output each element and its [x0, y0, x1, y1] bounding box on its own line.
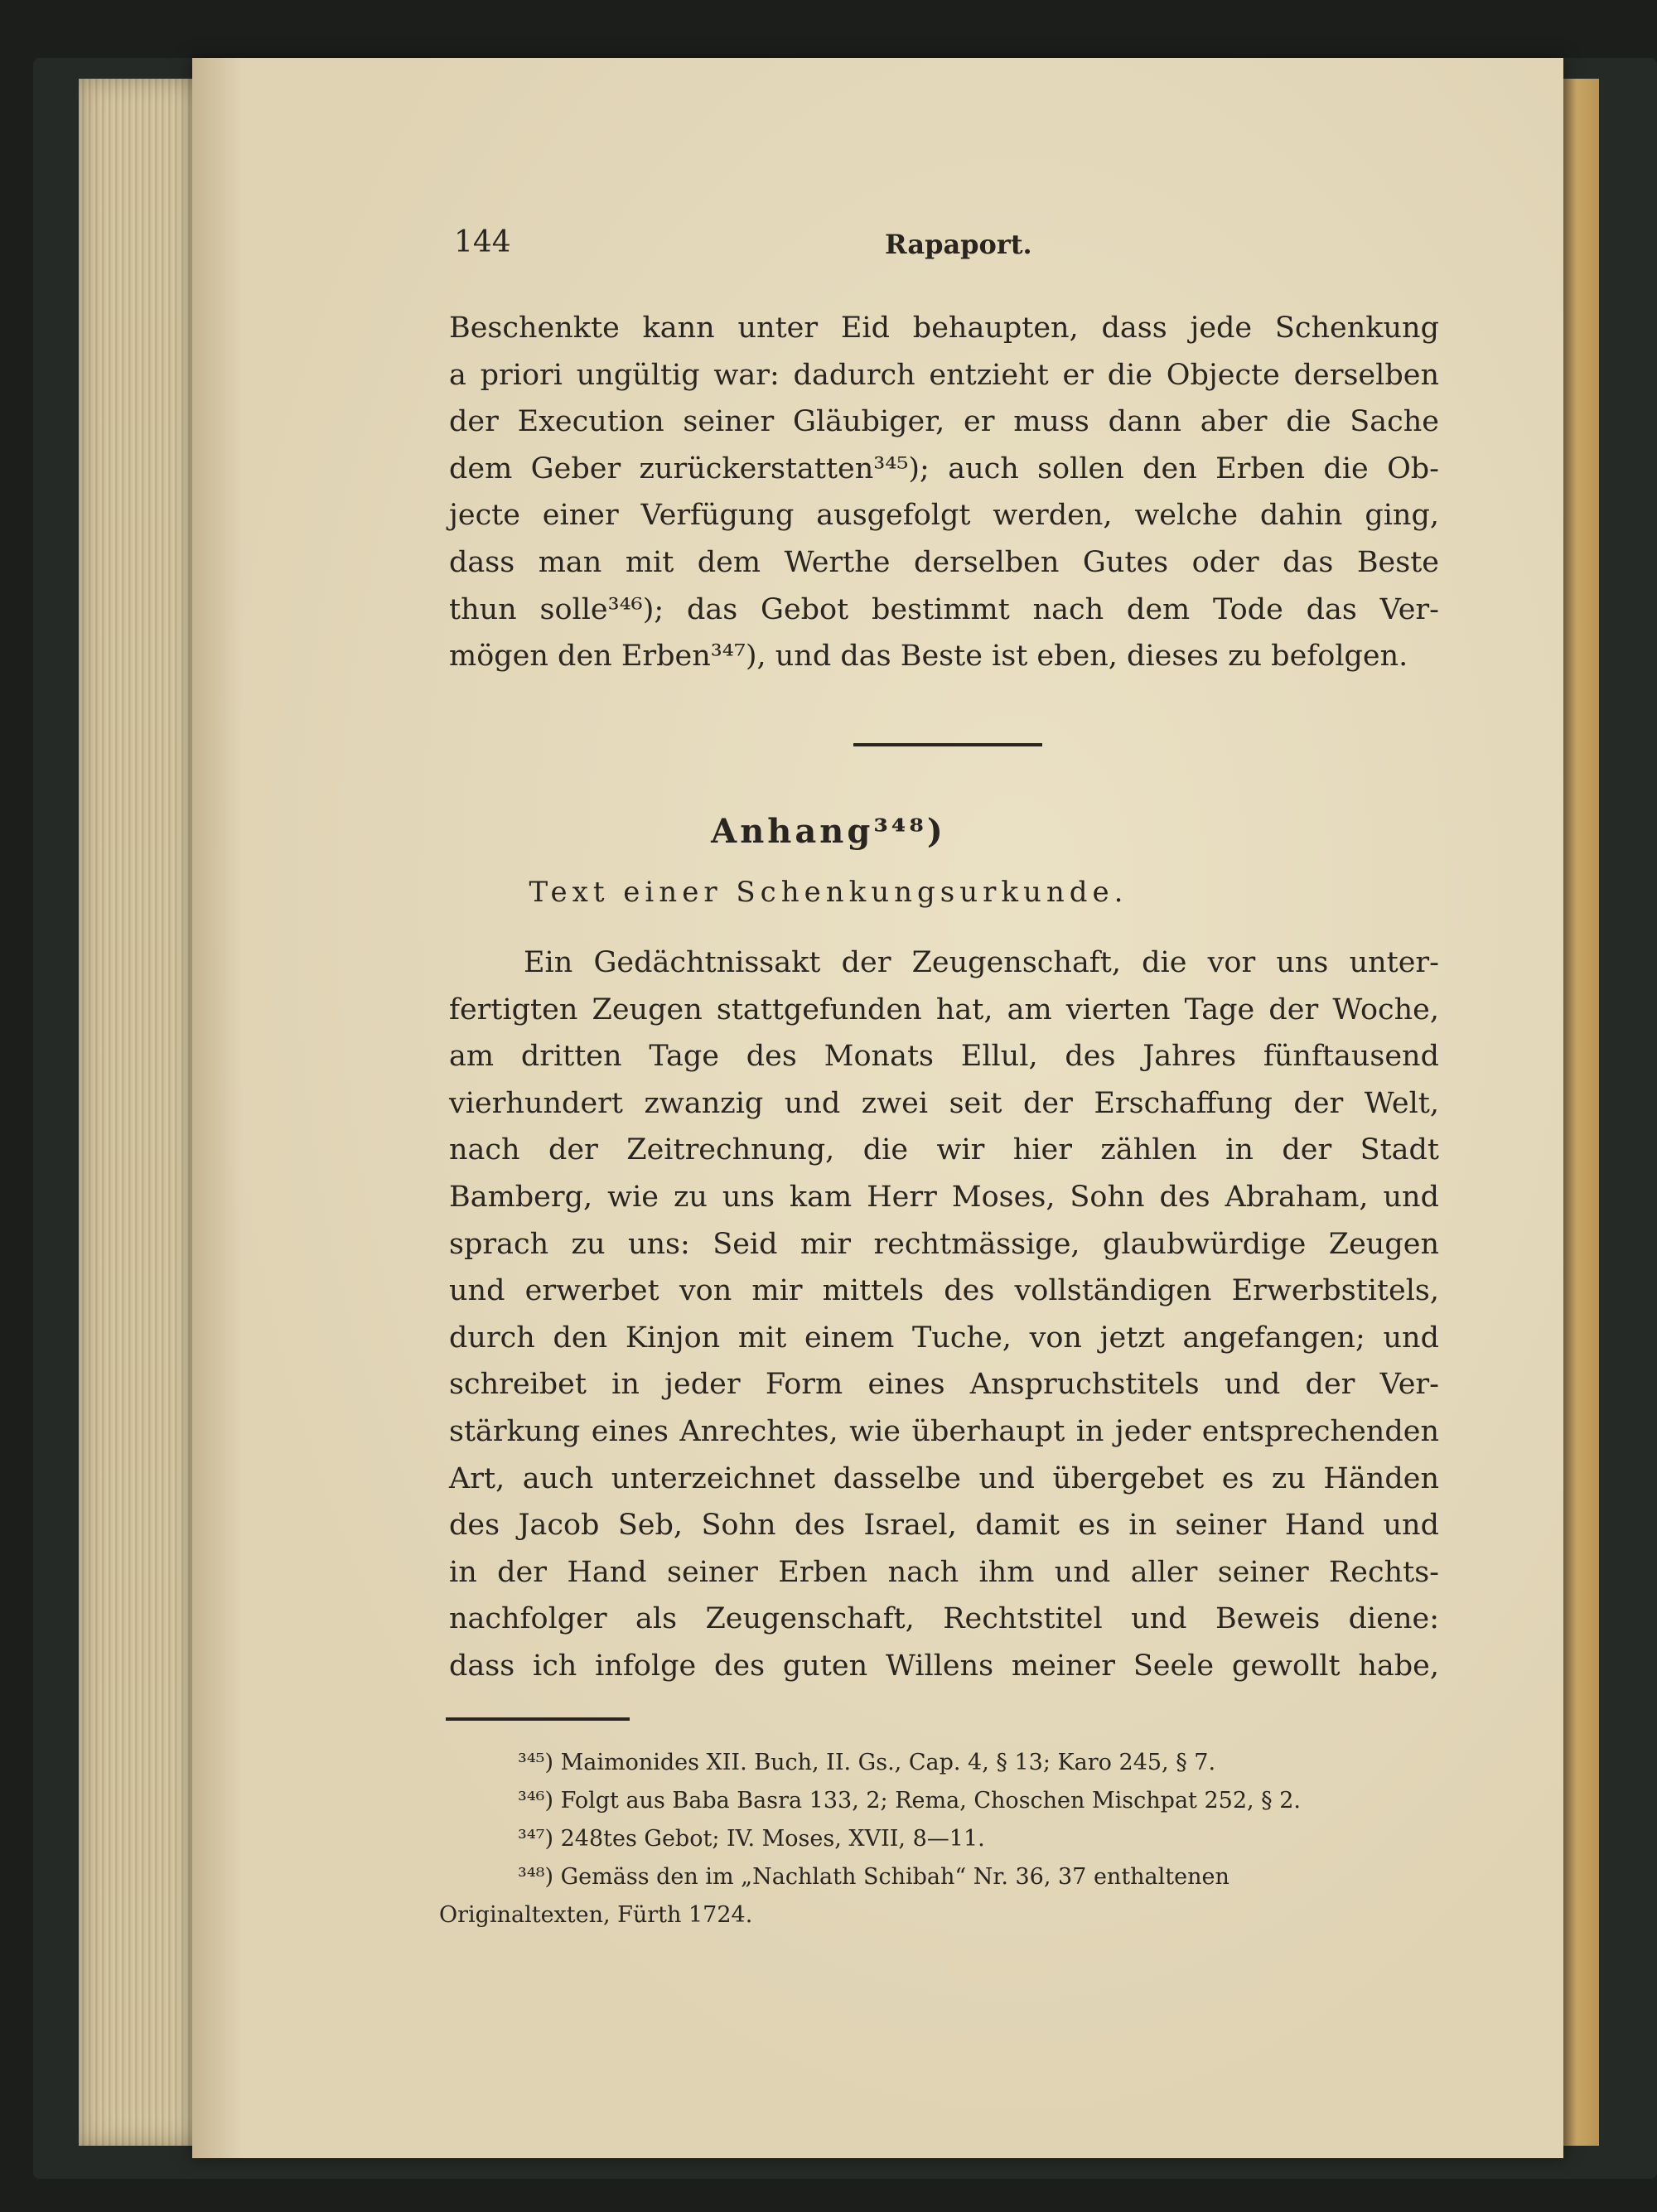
- text-line: der Execution seiner Gläubiger, er muss dann aber die Sache: [449, 405, 1439, 439]
- text-line: vierhundert zwanzig und zwei seit der Erschaffung der Welt,: [449, 1086, 1439, 1120]
- next-page-edge: [1562, 79, 1599, 2146]
- footnote: ³⁴⁸) Gemäss den im „Nachlath Schibah“ Nr. 36, 37 enthaltenen: [518, 1864, 1229, 1890]
- footnote-continuation: Originaltexten, Fürth 1724.: [439, 1902, 753, 1928]
- paragraph-main: [449, 939, 1439, 1690]
- text-line: Beschenkte kann unter Eid behaupten, dass jede Schenkung: [449, 312, 1439, 345]
- section-divider: [853, 743, 1042, 746]
- appendix-heading-note: ³⁴⁸): [873, 812, 946, 851]
- running-title: Rapaport.: [885, 229, 1032, 260]
- text-line: Bamberg, wie zu uns kam Herr Moses, Sohn des Abraham, und: [449, 1180, 1439, 1214]
- paragraph-top: [449, 305, 1439, 680]
- appendix-heading-text: Anhang: [711, 812, 874, 851]
- footnote: ³⁴⁵) Maimonides XII. Buch, II. Gs., Cap. 4, § 13; Karo 245, § 7.: [518, 1750, 1216, 1775]
- text-line: durch den Kinjon mit einem Tuche, von jetzt angefangen; und: [449, 1321, 1439, 1355]
- text-line: fertigten Zeugen stattgefunden hat, am vierten Tage der Woche,: [449, 993, 1439, 1026]
- text-line: a priori ungültig war: dadurch entzieht er die Objecte derselben: [449, 358, 1439, 392]
- page-number: 144: [454, 225, 511, 259]
- text-line: des Jacob Seb, Sohn des Israel, damit es in seiner Hand und: [449, 1509, 1439, 1543]
- text-line: nach der Zeitrechnung, die wir hier zählen in der Stadt: [449, 1133, 1439, 1167]
- footnote-rule: [446, 1717, 630, 1721]
- appendix-heading: [0, 812, 1657, 851]
- text-line: jecte einer Verfügung ausgefolgt werden, welche dahin ging,: [449, 499, 1439, 533]
- footnote: ³⁴⁶) Folgt aus Baba Basra 133, 2; Rema, Choschen Mischpat 252, § 2.: [518, 1788, 1302, 1814]
- text-line: Art, auch unterzeichnet dasselbe und übergebet es zu Händen: [449, 1461, 1439, 1495]
- text-line: in der Hand seiner Erben nach ihm und aller seiner Rechts-: [449, 1555, 1439, 1589]
- text-line: und erwerbet von mir mittels des vollständigen Erwerbstitels,: [449, 1274, 1439, 1308]
- text-line: mögen den Erben³⁴⁷), und das Beste ist eben, dieses zu befolgen.: [449, 640, 1408, 674]
- footnote: ³⁴⁷) 248tes Gebot; IV. Moses, XVII, 8—11.: [518, 1826, 985, 1852]
- appendix-subtitle: Text einer Schenkungsurkunde.: [529, 876, 1128, 909]
- text-line: stärkung eines Anrechtes, wie überhaupt in jeder entsprechenden: [449, 1414, 1439, 1448]
- text-line: Ein Gedächtnissakt der Zeugenschaft, die vor uns unter-: [524, 946, 1439, 979]
- text-line: thun solle³⁴⁶); das Gebot bestimmt nach dem Tode das Ver-: [449, 592, 1439, 626]
- text-line: am dritten Tage des Monats Ellul, des Jahres fünftausend: [449, 1040, 1439, 1074]
- text-line: dass ich infolge des guten Willens meiner Seele gewollt habe,: [449, 1649, 1439, 1683]
- text-line: schreibet in jeder Form eines Anspruchstitels und der Ver-: [449, 1368, 1439, 1402]
- footnotes: [439, 1744, 1433, 1934]
- text-line: nachfolger als Zeugenschaft, Rechtstitel und Beweis diene:: [449, 1602, 1439, 1636]
- text-line: dem Geber zurückerstatten³⁴⁵); auch sollen den Erben die Ob-: [449, 452, 1439, 485]
- text-line: dass man mit dem Werthe derselben Gutes oder das Beste: [449, 545, 1439, 579]
- text-line: sprach zu uns: Seid mir rechtmässige, glaubwürdige Zeugen: [449, 1227, 1439, 1261]
